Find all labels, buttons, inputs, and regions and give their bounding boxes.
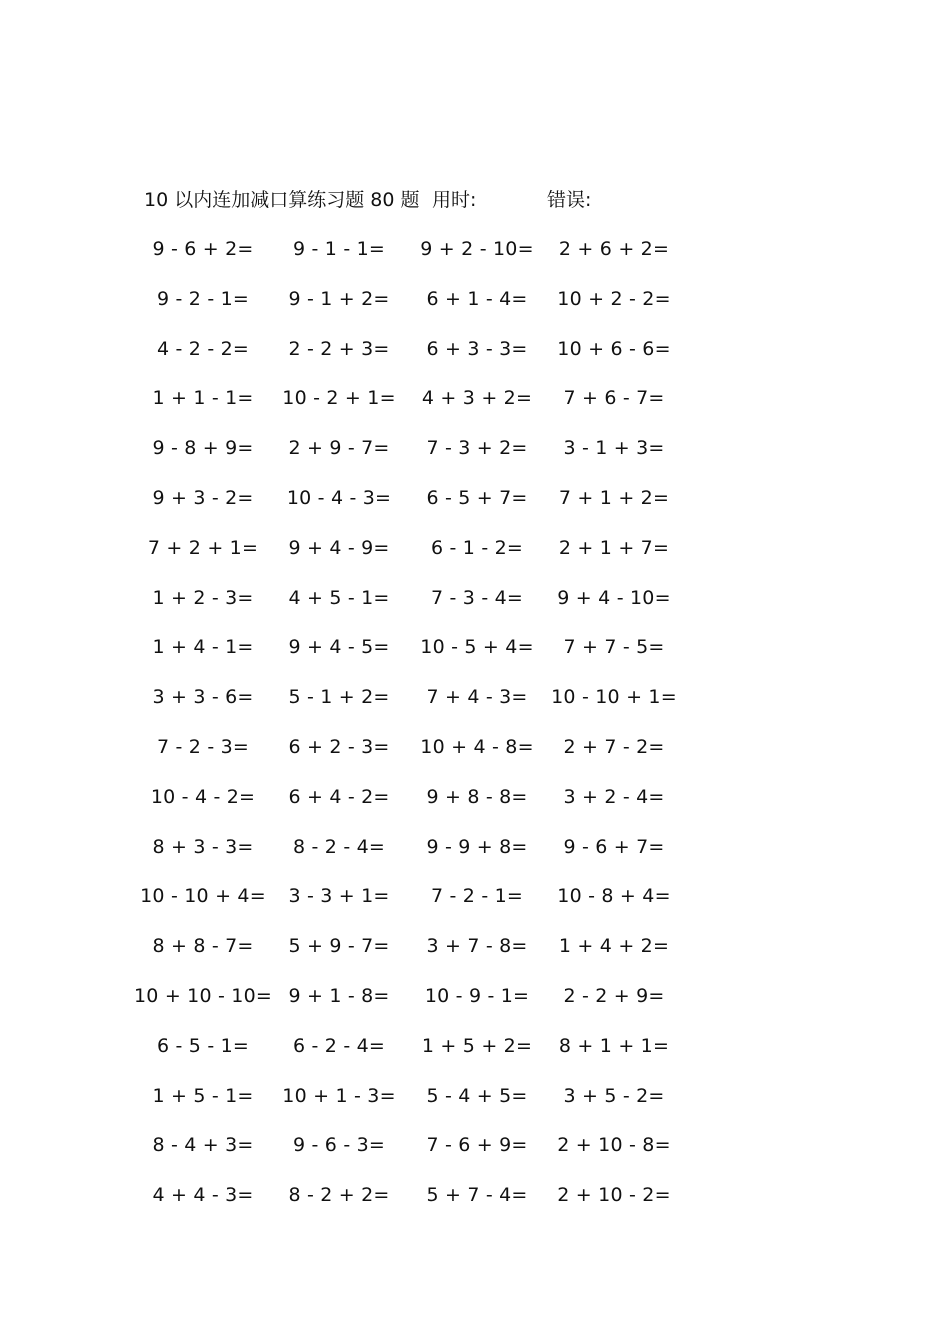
problem-r12-c4: 3 + 2 - 4= — [563, 785, 665, 808]
problem-r13-c3: 9 - 9 + 8= — [426, 835, 528, 858]
problem-r6-c3: 6 - 5 + 7= — [426, 487, 528, 509]
problem-r9-c3: 10 - 5 + 4= — [420, 636, 534, 659]
problem-r2-c1: 9 - 2 - 1= — [156, 287, 250, 310]
problem-r11-c2: 6 + 2 - 3= — [288, 736, 390, 758]
problem-r19-c2: 9 - 6 - 3= — [292, 1134, 386, 1157]
problem-r8-c2: 4 + 5 - 1= — [288, 586, 390, 609]
problem-r15-c2: 5 + 9 - 7= — [288, 935, 390, 958]
problem-r8-c1: 1 + 2 - 3= — [152, 586, 254, 609]
problem-r12-c1: 10 - 4 - 2= — [150, 785, 256, 808]
problem-r19-c3: 7 - 6 + 9= — [426, 1134, 528, 1157]
problem-r3-c3: 6 + 3 - 3= — [426, 337, 528, 360]
problem-r14-c2: 3 - 3 + 1= — [288, 885, 390, 908]
problem-r5-c3: 7 - 3 + 2= — [426, 437, 528, 460]
problem-r3-c2: 2 - 2 + 3= — [288, 337, 390, 360]
problem-r7-c3: 6 - 1 - 2= — [430, 536, 524, 559]
problem-r5-c1: 9 - 8 + 9= — [152, 437, 254, 460]
problem-r6-c1: 9 + 3 - 2= — [152, 487, 254, 509]
problem-r15-c3: 3 + 7 - 8= — [426, 935, 528, 958]
problem-r15-c1: 8 + 8 - 7= — [152, 935, 254, 958]
problem-r5-c2: 2 + 9 - 7= — [288, 437, 390, 460]
problem-r17-c2: 6 - 2 - 4= — [292, 1034, 386, 1057]
problem-r2-c2: 9 - 1 + 2= — [288, 287, 390, 310]
problem-r8-c3: 7 - 3 - 4= — [430, 586, 524, 609]
problem-r20-c3: 5 + 7 - 4= — [426, 1184, 528, 1207]
problem-r18-c1: 1 + 5 - 1= — [152, 1084, 254, 1107]
problem-r10-c1: 3 + 3 - 6= — [152, 686, 254, 709]
problem-r13-c1: 8 + 3 - 3= — [152, 835, 254, 858]
problem-r16-c2: 9 + 1 - 8= — [288, 985, 390, 1007]
problem-r11-c1: 7 - 2 - 3= — [156, 736, 250, 758]
problem-r12-c3: 9 + 8 - 8= — [426, 785, 528, 808]
problem-r4-c1: 1 + 1 - 1= — [152, 387, 254, 410]
problem-r9-c1: 1 + 4 - 1= — [152, 636, 254, 659]
problem-r18-c3: 5 - 4 + 5= — [426, 1084, 528, 1107]
problem-r2-c3: 6 + 1 - 4= — [426, 287, 528, 310]
problem-r2-c4: 10 + 2 - 2= — [557, 287, 671, 310]
problem-r17-c4: 8 + 1 + 1= — [558, 1034, 670, 1057]
problem-r10-c3: 7 + 4 - 3= — [426, 686, 528, 709]
problem-r3-c1: 4 - 2 - 2= — [156, 337, 250, 360]
problem-r7-c1: 7 + 2 + 1= — [147, 536, 259, 559]
problem-r16-c1: 10 + 10 - 10= — [134, 985, 272, 1007]
time-used-label: 用时: — [432, 189, 477, 211]
problem-r13-c4: 9 - 6 + 7= — [563, 835, 665, 858]
problem-r12-c2: 6 + 4 - 2= — [288, 785, 390, 808]
problem-r19-c1: 8 - 4 + 3= — [152, 1134, 254, 1157]
problem-r6-c4: 7 + 1 + 2= — [558, 487, 670, 509]
problem-r11-c3: 10 + 4 - 8= — [420, 736, 534, 758]
problem-r16-c3: 10 - 9 - 1= — [424, 985, 530, 1007]
problem-r14-c1: 10 - 10 + 4= — [140, 885, 266, 908]
problem-r8-c4: 9 + 4 - 10= — [557, 586, 671, 609]
problem-r14-c3: 7 - 2 - 1= — [430, 885, 524, 908]
problem-r9-c4: 7 + 7 - 5= — [563, 636, 665, 659]
problem-r18-c4: 3 + 5 - 2= — [563, 1084, 665, 1107]
worksheet-title: 10 以内连加减口算练习题 80 题 — [144, 189, 420, 211]
problem-r7-c4: 2 + 1 + 7= — [558, 536, 670, 559]
problem-r9-c2: 9 + 4 - 5= — [288, 636, 390, 659]
problem-r1-c4: 2 + 6 + 2= — [558, 238, 670, 260]
problem-r10-c4: 10 - 10 + 1= — [551, 686, 677, 709]
problem-r6-c2: 10 - 4 - 3= — [286, 487, 392, 509]
problem-r17-c1: 6 - 5 - 1= — [156, 1034, 250, 1057]
problem-r5-c4: 3 - 1 + 3= — [563, 437, 665, 460]
problem-r4-c3: 4 + 3 + 2= — [421, 387, 533, 410]
problem-r18-c2: 10 + 1 - 3= — [282, 1084, 396, 1107]
problem-r16-c4: 2 - 2 + 9= — [563, 985, 665, 1007]
problem-r4-c2: 10 - 2 + 1= — [282, 387, 396, 410]
problem-r13-c2: 8 - 2 - 4= — [292, 835, 386, 858]
problem-r1-c2: 9 - 1 - 1= — [292, 238, 386, 260]
problem-r1-c3: 9 + 2 - 10= — [420, 238, 534, 260]
problem-r19-c4: 2 + 10 - 8= — [557, 1134, 671, 1157]
problem-r20-c2: 8 - 2 + 2= — [288, 1184, 390, 1207]
problem-r1-c1: 9 - 6 + 2= — [152, 238, 254, 260]
problem-r10-c2: 5 - 1 + 2= — [288, 686, 390, 709]
problem-r17-c3: 1 + 5 + 2= — [421, 1034, 533, 1057]
problem-r15-c4: 1 + 4 + 2= — [558, 935, 670, 958]
problem-r11-c4: 2 + 7 - 2= — [563, 736, 665, 758]
problem-r14-c4: 10 - 8 + 4= — [557, 885, 671, 908]
problem-r4-c4: 7 + 6 - 7= — [563, 387, 665, 410]
problem-r20-c1: 4 + 4 - 3= — [152, 1184, 254, 1207]
problem-r20-c4: 2 + 10 - 2= — [557, 1184, 671, 1207]
problem-r7-c2: 9 + 4 - 9= — [288, 536, 390, 559]
error-count-label: 错误: — [547, 189, 592, 211]
problem-r3-c4: 10 + 6 - 6= — [557, 337, 671, 360]
